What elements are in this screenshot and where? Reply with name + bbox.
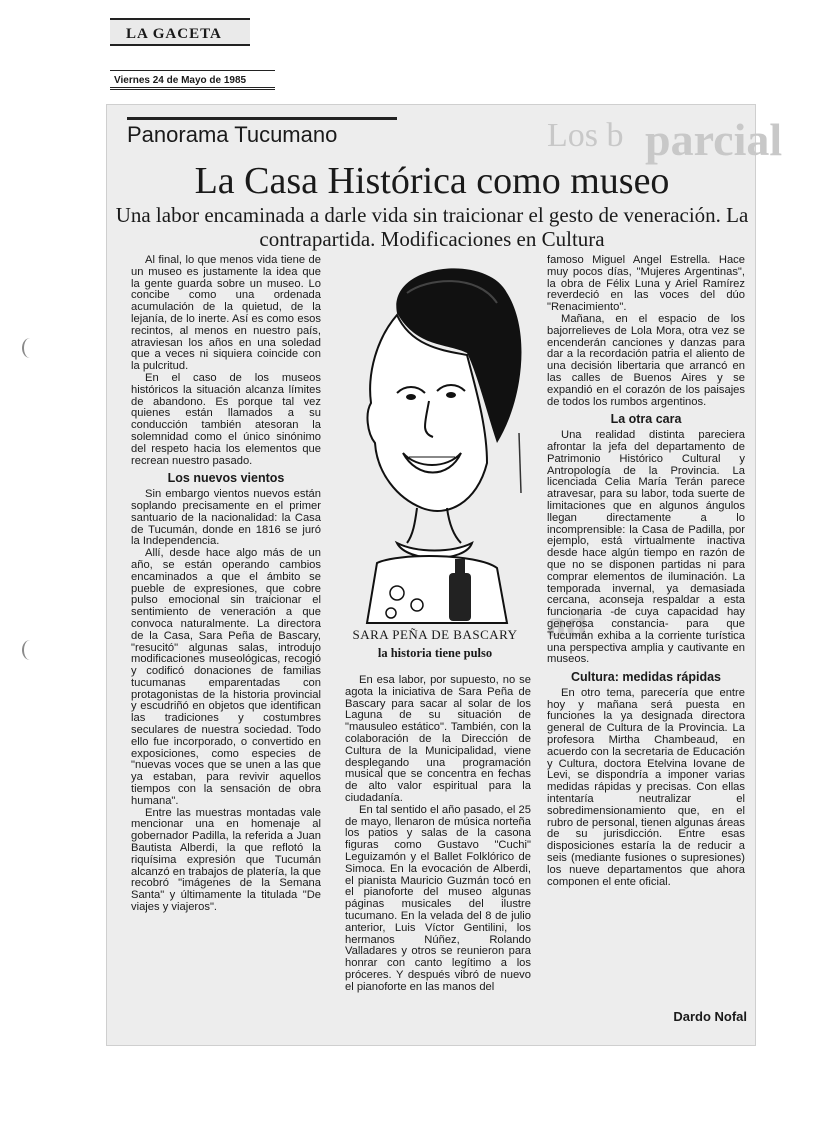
- paragraph: En el caso de los museos históricos la situación alcanza límites de abandono. Es porque tal vez quienes están llamados a su conducción también atesoran la solemnidad como el único sinónimo del respeto hacia los elementos que recrean nuestro pasado.: [131, 371, 321, 467]
- paragraph: En esa labor, por supuesto, no se agota la iniciativa de Sara Peña de Bascary para sacar al solar de los Laguna de su situación de "mausuleo estático". También, con la colaboración de la Dirección de Cultura de la Municipalidad, viene desplegando una programación musical que se concentra en fechas de alto valor espiritual para la ciudadanía.: [345, 674, 531, 804]
- subheading: Los nuevos vientos: [167, 471, 285, 486]
- paragraph: En otro tema, parecería que entre hoy y mañana será puesta en funciones la ya designada directora general de Cultura de la Provincia. La profesora Mirtha Chambeaud, en acuerdo con la secretaria de Educación y Cultura, doctora Etelvina Iovane de Levi, se dispondría a imponer varias medidas rápidas y precisas. Con ellas intentaría neutralizar el sobredimensionamiento que, en el rubro de personal, tienen algunas áreas de su jurisdicción. Entre esas disposiciones estaría la de reducir a seis (mediante fusiones o supresiones) los nueve departamentos que ahora componen el ente oficial.: [547, 686, 745, 888]
- bleed-word-right: parcial: [645, 114, 783, 165]
- paragraph: Allí, desde hace algo más de un año, se están operando cambios encaminados a que el ámbito se pueble de expresiones, que cobre pulso emocional sin traicionar el sentimiento de veneración a que convoca naturalmente. La directora de la Casa, Sara Peña de Bascary, "resucitó" algunas salas, introdujo modificaciones museológicas, recogió y codificó donaciones de familias tucumanas emparentadas con protagonistas de la historia provincial y escudriñó en objetos que identifican las tradiciones y costumbres seculares de nuestra sociedad. Todo ello fue incorporado, o convertido en exposiciones, como especies de "nuevas voces que se unen a las que ya estaban, para revivir aquellos tiempos con la sensación de obra humana".: [131, 547, 321, 807]
- deck: Una labor encaminada a darle vida sin traicionar el gesto de veneración. La contrapartida. Modificaciones en Cultura: [115, 203, 749, 251]
- subheading: La otra cara: [610, 412, 682, 427]
- dateline: Viernes 24 de Mayo de 1985: [110, 70, 275, 90]
- paragraph: famoso Miguel Angel Estrella. Hace muy pocos días, "Mujeres Argentinas", la obra de Félix Luna y Ariel Ramírez reverdeció en las voces del dúo "Renacimiento".: [547, 254, 745, 314]
- punch-hole-mark: [22, 640, 38, 660]
- column-1: [131, 255, 321, 914]
- caricature-portrait-icon: [337, 253, 537, 623]
- punch-hole-mark: [22, 338, 38, 358]
- paragraph: Al final, lo que menos vida tiene de un museo es justamente la idea que la gente guarda sobre un museo. Lo concibe como una ordenada acumulación de la quietud, de la lejanía, de lo inerte. Así es como esos recintos, al menos en nuestro país, atraviesan los años en una soledad que a veces ni siquiera coincide con la pulcritud.: [131, 254, 321, 373]
- paragraph: En tal sentido el año pasado, el 25 de mayo, llenaron de música norteña los patios y salas de la casona figuras como Gustavo "Cuchi" Leguizamón y el Ballet Folklórico de Simoca. En la evocación de Alberdi, el pianista Mauricio Guzmán tocó en el pianoforte del museo algunas páginas musicales del ilustre tucumano. En la velada del 8 de julio anterior, Luis Víctor Gentilini, los hermanos Núñez, Rolando Valladares y otros se reunieron para honrar con canto legítimo a los próceres. Y después vibró de nuevo el pianoforte en las manos del: [345, 803, 531, 993]
- column-2: [345, 675, 531, 994]
- caption-name: SARA PEÑA DE BASCARY: [352, 627, 518, 642]
- headline: La Casa Histórica como museo: [194, 160, 670, 202]
- subheading: Cultura: medidas rápidas: [570, 670, 722, 685]
- newspaper-clipping: [106, 104, 783, 1046]
- column-3: [547, 255, 745, 888]
- paragraph: Una realidad distinta pareciera afrontar la jefa del departamento de Patrimonio Histórico Cultural y Antropología de la Provincia. La licenciada Celia María Terán parece atravesar, para su labor, toda suerte de limitaciones que en algunos ángulos llegan directamente a lo incomprensible: la Casa de Padilla, por ejemplo, está virtualmente inactiva desde hace algún tiempo en razón de que no se disponen partidas ni para comprar elementos de iluminación. La temporada invernal, ya demasiada cercana, aconseja respaldar a esta funcionaria -de cuya capacidad hay generosa constancia- para que Tucumán exhiba a la corriente turística una perspectiva amplia y cautivante en museos.: [547, 429, 745, 666]
- paragraph: Sin embargo vientos nuevos están soplando precisamente en el primer santuario de la nacionalidad: la Casa de Tucumán, donde en 1816 se juró la Independencia.: [131, 488, 321, 548]
- bleed-word-left: Los b: [547, 117, 624, 154]
- paragraph: Mañana, en el espacio de los bajorrelieves de Lola Mora, otra vez se encenderán canciones y danzas para dar a la recordación patria el aliento de una decisión libertaria que arrancó en las calles de Buenos Aires y se expandió en el corazón de los paisajes de todos los rumbos argentinos.: [547, 312, 745, 408]
- paragraph: Entre las muestras montadas vale mencionar una en homenaje al gobernador Padilla, la referida a Juan Bautista Alberdi, la que reflotó la riquísima expresión que Tucumán alcanzó en trabajos de platería, la que recobró "imágenes de la Semana Santa" y últimamente la titulada "De viajes y viajeros".: [131, 806, 321, 914]
- byline: Dardo Nofal: [673, 1009, 747, 1024]
- bleed-word-lower: ad: [547, 603, 588, 645]
- caption-subtitle: la historia tiene pulso: [377, 646, 493, 660]
- masthead: LA GACETA: [110, 18, 250, 46]
- section-title: Panorama Tucumano: [127, 117, 397, 150]
